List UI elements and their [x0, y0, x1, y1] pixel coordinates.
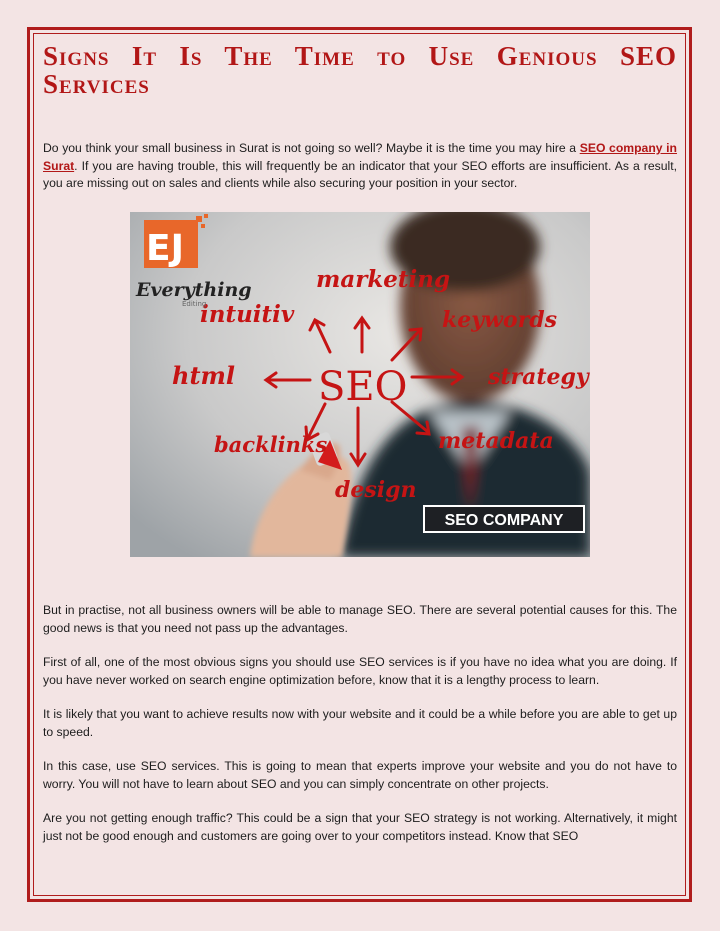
logo-letters: EJ — [146, 228, 184, 269]
seo-illustration — [130, 212, 590, 557]
word-marketing: marketing — [316, 266, 451, 293]
center-seo-word: SEO — [318, 364, 408, 410]
body-paragraph-3: It is likely that you want to achieve results now with your website and it could be a while before you are able to get up to speed. — [43, 707, 677, 739]
body-paragraph-2: First of all, one of the most obvious signs you should use SEO services is if you have no idea what you are doing. If you have never worked on search engine optimization before, know that it is a lengthy process to learn. — [43, 655, 677, 687]
word-design: design — [335, 477, 417, 503]
body-paragraph-1: But in practise, not all business owners will be able to manage SEO. There are several potential causes for this. The good news is that you need not pass up the advantages. — [43, 603, 677, 635]
article-body — [43, 602, 677, 845]
badge-text: SEO COMPANY — [444, 512, 564, 529]
logo-sub: Editing — [182, 300, 207, 308]
word-html: html — [172, 361, 236, 390]
article-title — [43, 42, 677, 98]
logo-script: Everything — [136, 279, 252, 301]
article — [43, 42, 677, 193]
seo-company-link[interactable]: SEO company in Surat — [43, 141, 677, 173]
intro-paragraph — [43, 140, 677, 193]
word-metadata: metadata — [438, 428, 554, 454]
intro-text-after: . If you are having trouble, this will frequently be an indicator that your SEO efforts are insufficient. As a result, you are missing out on sales and clients while also securing your position in your sector. — [43, 158, 677, 190]
word-keywords: keywords — [442, 307, 557, 333]
word-strategy: strategy — [488, 364, 589, 390]
seo-company-badge — [424, 506, 584, 532]
intro-text-before: Do you think your small business in Surat is not going so well? Maybe it is the time you may hire a — [43, 141, 580, 155]
word-intuitiv: intuitiv — [200, 301, 295, 328]
body-paragraph-4: In this case, use SEO services. This is going to mean that experts improve your website and you do not have to worry. You will not have to learn about SEO and you can simply concentrate on other projects. — [43, 759, 677, 791]
title-line-1: Signs It Is The Time to Use Genious SEO — [43, 41, 677, 71]
word-backlinks: backlinks — [214, 432, 328, 457]
body-paragraph-5: Are you not getting enough traffic? This could be a sign that your SEO strategy is not working. Alternatively, it might just not be good enough and customers are going over to your competitors instead. Know that SEO — [43, 811, 677, 843]
seo-figure — [130, 212, 590, 557]
title-line-2: Services — [43, 69, 150, 99]
